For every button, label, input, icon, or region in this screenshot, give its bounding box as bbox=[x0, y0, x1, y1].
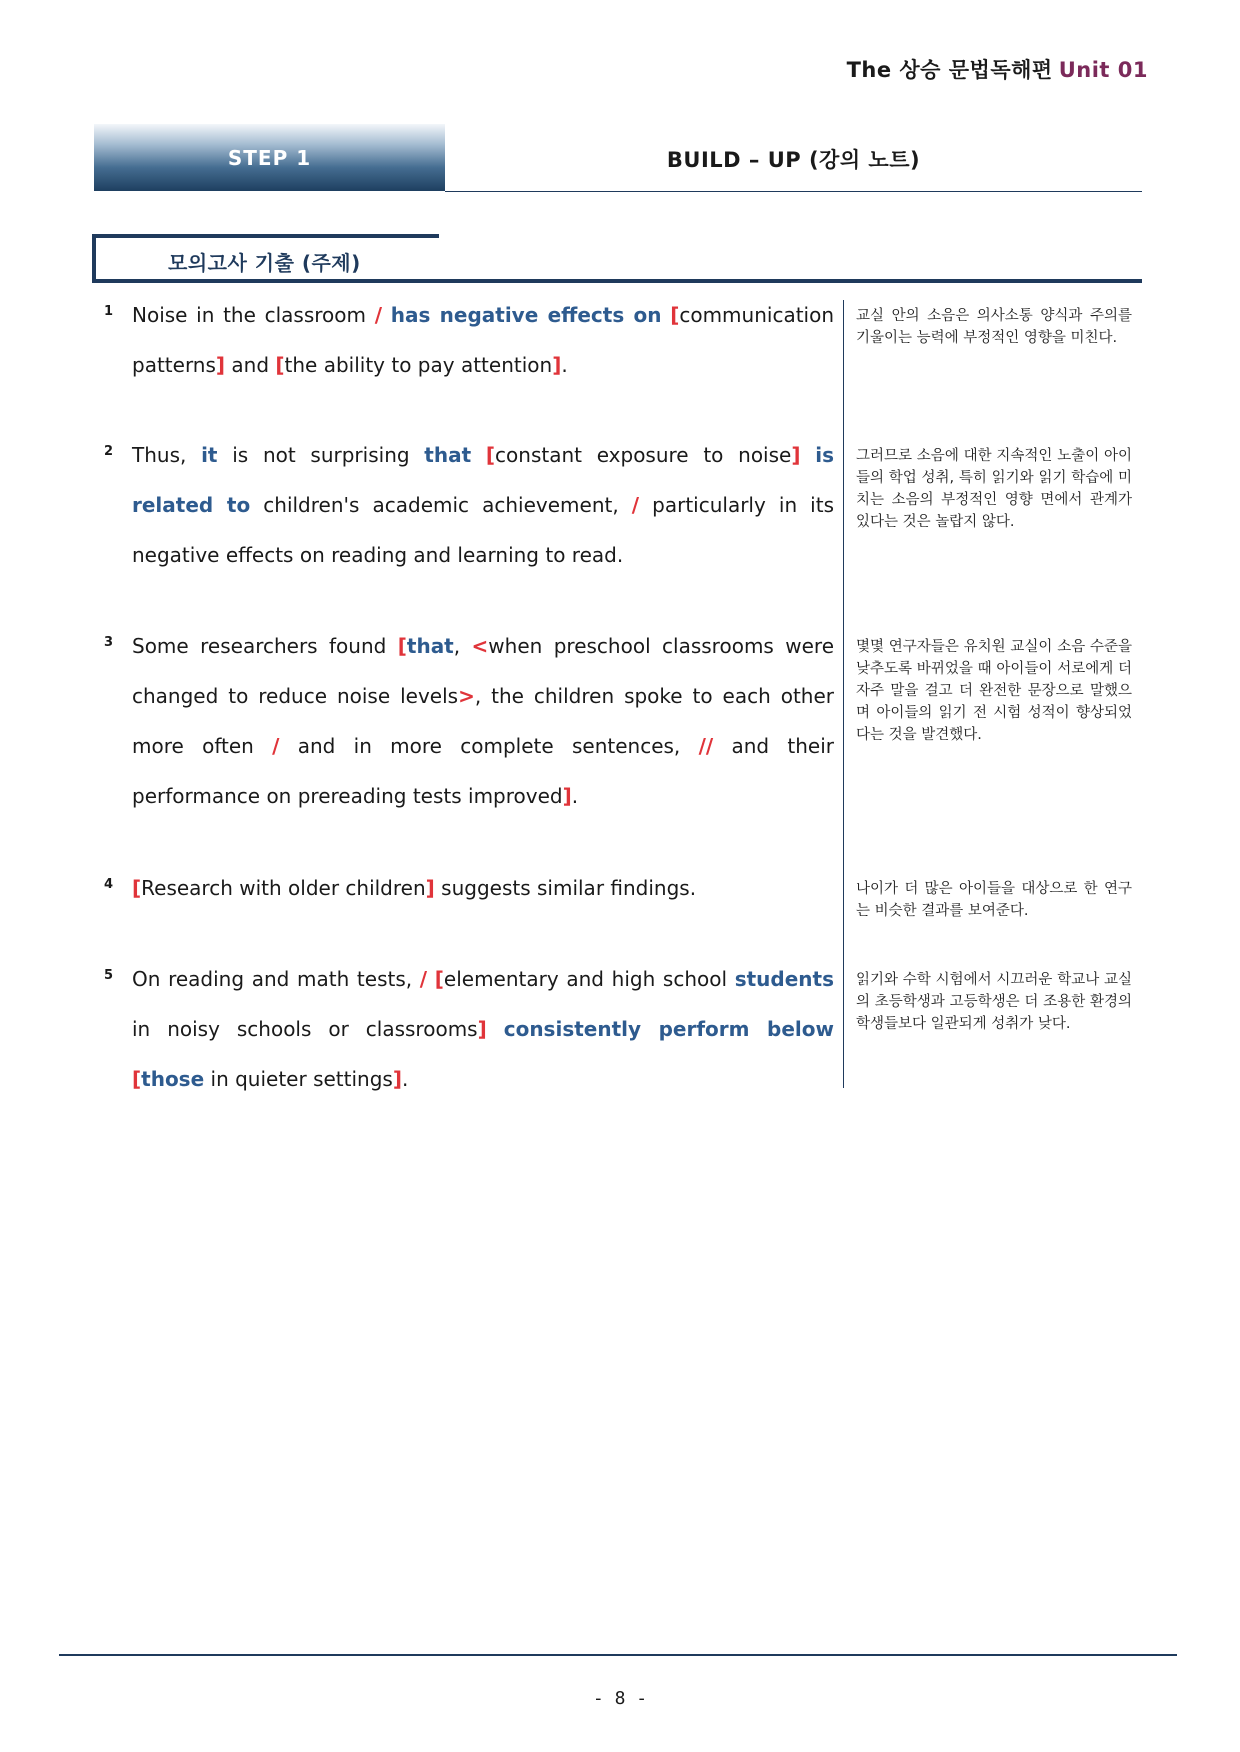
grammar-marker: [ bbox=[434, 967, 444, 991]
highlight-phrase: consistently perform below bbox=[503, 1017, 835, 1041]
step-title: BUILD – UP (강의 노트) bbox=[666, 148, 921, 172]
sentence-english: Some researchers found [that, <when preschool classrooms were changed to reduce noise levels>, the children spoke to each other more often / and in more complete sentences, // and their performance on prereading tests improved]. bbox=[132, 634, 835, 808]
grammar-marker: ] bbox=[552, 353, 562, 377]
sentence-korean: 그러므로 소음에 대한 지속적인 노출이 아이들의 학업 성취, 특히 읽기와 읽기 학습에 미치는 소음의 부정적인 영향 면에서 관계가 있다는 것은 놀랍지 않다. bbox=[856, 448, 1132, 530]
sentence-korean: 몇몇 연구자들은 유치원 교실이 소음 수준을 낮추도록 바뀌었을 때 아이들이 서로에게 더 자주 말을 걸고 더 완전한 문장으로 말했으며 아이들의 읽기 전 시험 성적이 향상되었다는 것을 발견했다. bbox=[856, 639, 1132, 743]
grammar-marker: // bbox=[698, 734, 714, 758]
sentence-english: Thus, it is not surprising that [constant exposure to noise] is related to children's academic achievement, / particularly in its negative effects on reading and learning to read. bbox=[132, 443, 834, 567]
sentence-number: 2 bbox=[104, 444, 114, 459]
grammar-marker: [ bbox=[275, 353, 285, 377]
grammar-marker: [ bbox=[670, 303, 680, 327]
sentence-english: Noise in the classroom / has negative effects on [communication patterns] and [the ability to pay attention]. bbox=[132, 303, 835, 377]
sentence-number: 4 bbox=[104, 877, 114, 892]
grammar-marker: / bbox=[631, 493, 640, 517]
grammar-marker: ] bbox=[392, 1067, 402, 1091]
grammar-marker: / bbox=[419, 967, 428, 991]
grammar-marker: ] bbox=[562, 784, 572, 808]
book-title: The 상승 문법독해편 bbox=[846, 58, 1053, 82]
footer-rule bbox=[59, 1654, 1177, 1656]
grammar-marker: ] bbox=[215, 353, 226, 377]
page-number: - 8 - bbox=[592, 1688, 648, 1709]
sentence-english: [Research with older children] suggests similar findings. bbox=[132, 876, 697, 900]
sentence-korean: 교실 안의 소음은 의사소통 양식과 주의를 기울이는 능력에 부정적인 영향을 미친다. bbox=[856, 308, 1132, 346]
grammar-marker: / bbox=[272, 734, 280, 758]
page-header bbox=[847, 54, 1148, 84]
sentence-korean: 나이가 더 많은 아이들을 대상으로 한 연구는 비슷한 결과를 보여준다. bbox=[856, 881, 1132, 919]
grammar-marker: [ bbox=[132, 876, 142, 900]
sentence-number: 3 bbox=[104, 635, 114, 650]
step-underline bbox=[445, 191, 1142, 192]
grammar-marker: > bbox=[458, 684, 475, 708]
grammar-marker: ] bbox=[425, 876, 435, 900]
sentence-number: 5 bbox=[104, 968, 114, 983]
section-rule bbox=[92, 279, 1142, 283]
sentence-english: On reading and math tests, / [elementary and high school students in noisy schools or classrooms] consistently perform below [those in quieter settings]. bbox=[132, 967, 835, 1091]
step-tab: STEP 1 bbox=[94, 124, 445, 191]
grammar-marker: [ bbox=[485, 443, 496, 467]
highlight-phrase: students bbox=[734, 967, 834, 991]
highlight-phrase: has negative effects on bbox=[390, 303, 662, 327]
grammar-marker: ] bbox=[477, 1017, 487, 1041]
grammar-marker: / bbox=[374, 303, 382, 327]
grammar-marker: [ bbox=[132, 1067, 142, 1091]
highlight-phrase: that bbox=[424, 443, 472, 467]
grammar-marker: ] bbox=[791, 443, 801, 467]
highlight-phrase: that bbox=[406, 634, 454, 658]
highlight-phrase: is related to bbox=[132, 443, 834, 517]
sentence-korean: 읽기와 수학 시험에서 시끄러운 학교나 교실의 초등학생과 고등학생은 더 조용한 환경의 학생들보다 일관되게 성취가 낮다. bbox=[856, 972, 1132, 1032]
grammar-marker: < bbox=[471, 634, 489, 658]
section-title: 모의고사 기출 (주제) bbox=[168, 251, 361, 275]
sentence-number: 1 bbox=[104, 304, 114, 319]
unit-label: Unit 01 bbox=[1058, 58, 1148, 82]
column-divider bbox=[843, 300, 844, 1088]
highlight-phrase: those bbox=[141, 1067, 205, 1091]
grammar-marker: [ bbox=[397, 634, 407, 658]
highlight-phrase: it bbox=[201, 443, 218, 467]
